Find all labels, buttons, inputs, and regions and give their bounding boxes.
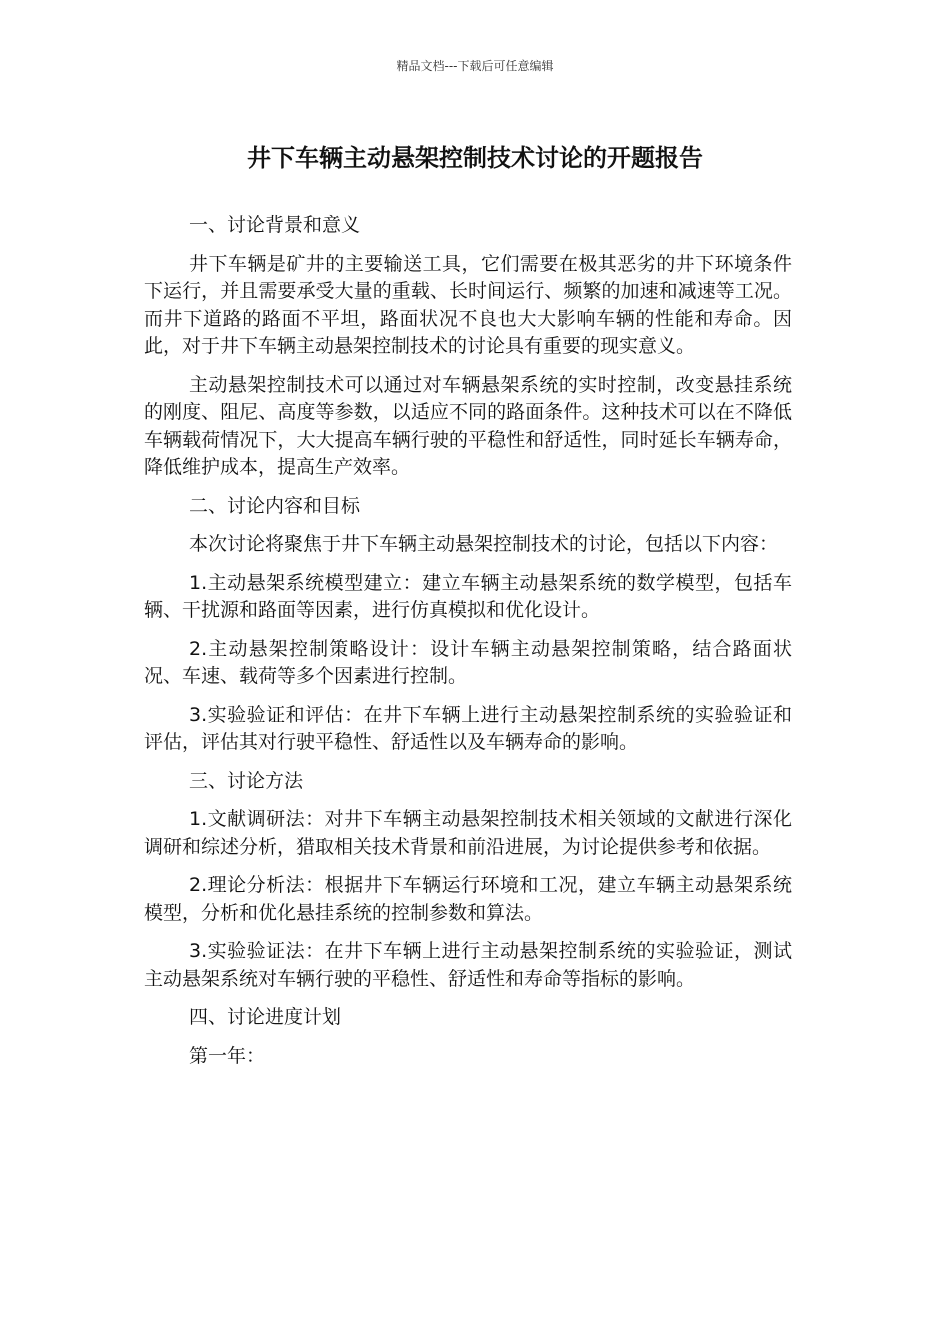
list-item-method-2: 2.理论分析法：根据井下车辆运行环境和工况，建立车辆主动悬架系统模型，分析和优化悬挂系统的控制参数和算法。 bbox=[144, 874, 792, 924]
paragraph-content-intro: 本次讨论将聚焦于井下车辆主动悬架控制技术的讨论，包括以下内容： bbox=[189, 533, 779, 555]
section-heading-schedule: 四、讨论进度计划 bbox=[189, 1006, 342, 1028]
list-item-method-1: 1.文献调研法：对井下车辆主动悬架控制技术相关领域的文献进行深化调研和综述分析，猎取相关技术背景和前沿进展，为讨论提供参考和依据。 bbox=[144, 808, 792, 858]
paragraph-background-1: 井下车辆是矿井的主要输送工具，它们需要在极其恶劣的井下环境条件下运行，并且需要承受大量的重载、长时间运行、频繁的加速和减速等工况。而井下道路的路面不平坦，路面状况不良也大大影响车辆的性能和寿命。因此，对于井下车辆主动悬架控制技术的讨论具有重要的现实意义。 bbox=[144, 252, 792, 357]
section-heading-methods: 三、讨论方法 bbox=[189, 769, 304, 792]
header-note: 精品文档---下载后可任意编辑 bbox=[396, 59, 554, 73]
list-item-content-1: 1.主动悬架系统模型建立：建立车辆主动悬架系统的数学模型，包括车辆、干扰源和路面等因素，进行仿真模拟和优化设计。 bbox=[144, 571, 792, 621]
document-title: 井下车辆主动悬架控制技术讨论的开题报告 bbox=[247, 144, 703, 172]
list-item-method-3: 3.实验验证法：在井下车辆上进行主动悬架控制系统的实验验证，测试主动悬架系统对车辆行驶的平稳性、舒适性和寿命等指标的影响。 bbox=[144, 940, 792, 990]
section-heading-content-goals: 二、讨论内容和目标 bbox=[189, 494, 361, 517]
list-item-content-2: 2.主动悬架控制策略设计：设计车辆主动悬架控制策略，结合路面状况、车速、载荷等多个因素进行控制。 bbox=[144, 637, 792, 687]
section-heading-background: 一、讨论背景和意义 bbox=[189, 214, 361, 236]
paragraph-background-2: 主动悬架控制技术可以通过对车辆悬架系统的实时控制，改变悬挂系统的刚度、阻尼、高度等参数，以适应不同的路面条件。这种技术可以在不降低车辆载荷情况下，大大提高车辆行驶的平稳性和舒适性，同时延长车辆寿命，降低维护成本，提高生产效率。 bbox=[144, 373, 792, 478]
schedule-year-one: 第一年： bbox=[189, 1044, 266, 1067]
list-item-content-3: 3.实验验证和评估：在井下车辆上进行主动悬架控制系统的实验验证和评估，评估其对行驶平稳性、舒适性以及车辆寿命的影响。 bbox=[144, 703, 792, 753]
document-body bbox=[144, 212, 792, 1081]
